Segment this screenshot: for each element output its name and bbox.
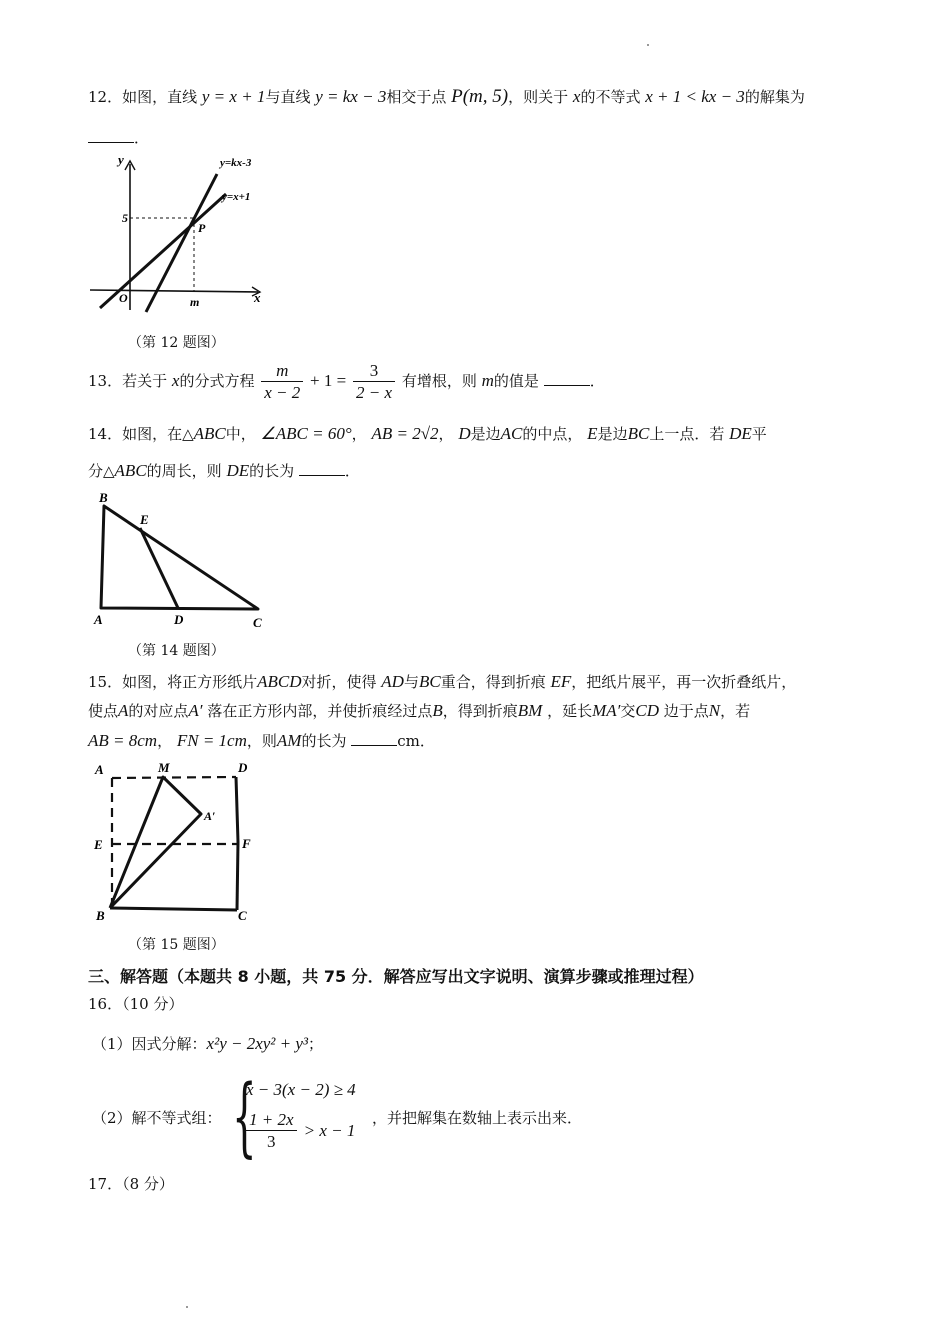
inequality-system <box>232 1067 372 1167</box>
q13-line: 13．若关于 x的分式方程 $\frac{m}{x - 2}$ + 1 = $\frac{3}{2 - x}$ 有增根，则 m的值是 ． <box>88 360 605 402</box>
label-a: A <box>95 762 104 777</box>
q12-answer-line: ． <box>88 128 149 148</box>
label-5: 5 <box>122 211 128 225</box>
scan-dot <box>647 44 649 46</box>
q12-figure <box>86 150 276 315</box>
label-e: E <box>140 512 149 527</box>
answer-blank[interactable] <box>544 371 590 386</box>
inequality-2: $\frac{1 + 2x}{3}$ > x − 1 <box>244 1110 355 1153</box>
scan-dot <box>186 1306 188 1308</box>
label-m: M <box>158 760 170 775</box>
label-d: D <box>174 612 184 627</box>
section-heading: 三、解答题（本题共 8 小题，共 75 分．解答应写出文字说明、演算步骤或推理过程） <box>88 967 704 986</box>
answer-blank[interactable] <box>299 461 345 476</box>
q16-part2-tail: ，并把解集在数轴上表示出来． <box>372 1109 583 1127</box>
q16-head: 16．（10 分） <box>88 995 184 1013</box>
label-a-prime: A′ <box>204 809 216 823</box>
q16-part1: （1）因式分解：x²y − 2xy² + y³； <box>92 1034 324 1053</box>
q17-head: 17．（8 分） <box>88 1175 174 1193</box>
label-line1: y=kx-3 <box>220 157 252 169</box>
label-c: C <box>253 615 262 630</box>
q14-caption: （第 14 题图） <box>128 643 225 659</box>
q15-figure <box>88 758 263 928</box>
q16-part2-label: （2）解不等式组： <box>92 1109 222 1127</box>
fraction-m: $\frac{m}{x - 2}$ <box>261 361 303 404</box>
fraction-3: $\frac{3}{2 - x}$ <box>353 361 395 404</box>
answer-blank[interactable] <box>88 128 134 143</box>
q14-figure <box>90 488 270 633</box>
label-b: B <box>96 908 105 923</box>
label-m: m <box>190 295 200 309</box>
label-c: C <box>238 908 247 923</box>
label-o: O <box>119 291 128 305</box>
segment-de <box>140 528 178 608</box>
brace: { <box>232 1067 257 1167</box>
q15-line3: AB = 8cm， FN = 1cm，则AM的长为 cm． <box>88 731 435 750</box>
answer-blank[interactable] <box>351 731 397 746</box>
q15-caption: （第 15 题图） <box>128 937 225 953</box>
q14-line2: 分△ABC的周长，则 DE的长为 ． <box>88 461 360 480</box>
q15-line2: 使点A的对应点A′ 落在正方形内部，并使折痕经过点B，得到折痕BM ，延长MA′交CD 边于点N，若 <box>88 701 751 720</box>
label-d: D <box>238 760 248 775</box>
q12-caption: （第 12 题图） <box>128 335 225 351</box>
label-a: A <box>94 612 103 627</box>
fraction-1-plus-2x: $\frac{1 + 2x}{3}$ <box>246 1110 297 1153</box>
q15-line1: 15．如图，将正方形纸片ABCD对折，使得 AD与BC重合，得到折痕 EF，把纸片展平，再一次折叠纸片， <box>88 672 797 691</box>
q12-line: 12．如图，直线 y = x + 1与直线 y = kx − 3相交于点 P(m, 5)，则关于 x的不等式 x + 1 < kx − 3的解集为 <box>88 86 805 107</box>
label-p: P <box>198 221 206 235</box>
label-f: F <box>242 836 251 851</box>
label-e: E <box>94 837 103 852</box>
q14-line1: 14．如图，在△ABC中， ∠ABC = 60°， AB = 2√2， D是边AC的中点， E是边BC上一点．若 DE平 <box>88 424 767 443</box>
inequality-1: x − 3(x − 2) ≥ 4 <box>246 1080 356 1099</box>
label-x: x <box>254 290 261 305</box>
label-y: y <box>118 152 124 167</box>
fold-bm <box>110 777 201 908</box>
label-b: B <box>99 490 108 505</box>
label-line2: y=x+1 <box>222 191 251 203</box>
